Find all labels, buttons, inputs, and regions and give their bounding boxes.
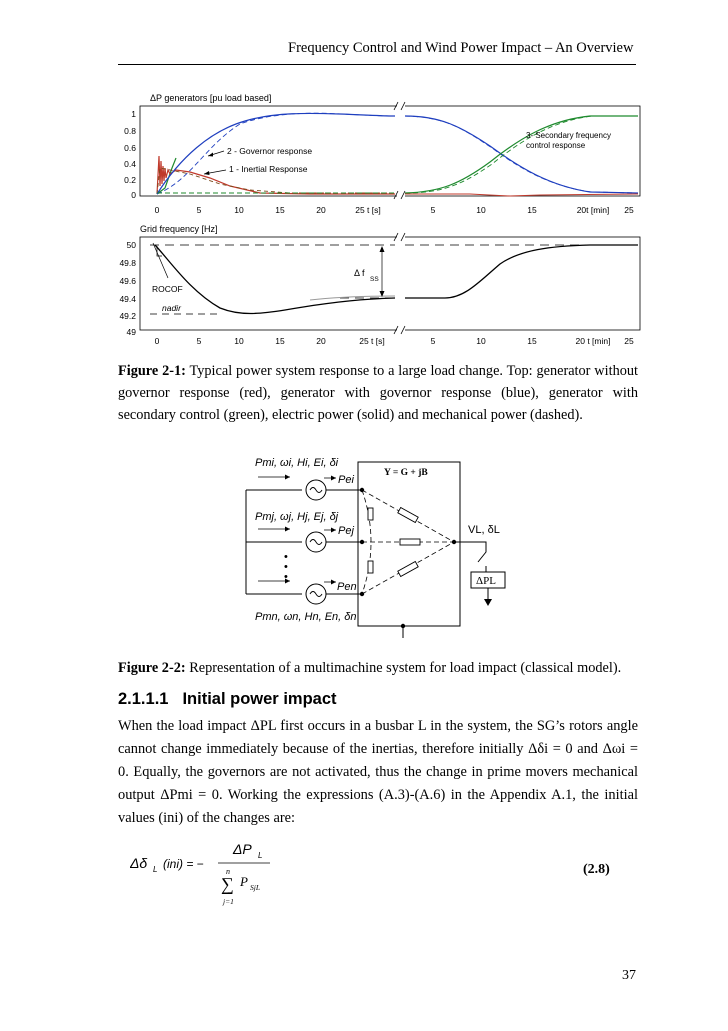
pei-label: Pei: [338, 474, 354, 486]
eq-sum-top: n: [226, 867, 230, 876]
top-y-tick: 1: [131, 109, 136, 119]
governor-decay-curve: [405, 116, 638, 193]
ellipsis-dot: •: [284, 551, 288, 563]
top-x-tick: 20: [316, 205, 326, 215]
top-y-tick: 0.2: [124, 175, 136, 185]
section-heading: [118, 690, 351, 709]
caption-text: Representation of a multimachine system for load impact (classical model).: [185, 660, 622, 676]
bottom-y-tick: 49.4: [119, 294, 136, 304]
pej-label: Pej: [338, 525, 354, 537]
top-y-tick: 0.4: [124, 159, 136, 169]
bottom-y-tick: 50: [126, 240, 136, 250]
series-admittance: [398, 562, 418, 577]
load-switch: [454, 542, 486, 576]
top-plot-frame: [140, 106, 640, 196]
eq-numerator: ΔP: [233, 841, 252, 857]
bus-label: VL, δL: [468, 524, 500, 536]
gen-j-params: Pmj, ωj, Hj, Ej, δj: [255, 511, 339, 523]
page-number: 37: [622, 968, 636, 983]
eq-lhs-arg: (ini) = −: [163, 857, 204, 871]
bottom-x-tick: 25 t [s]: [359, 336, 385, 346]
top-x-tick: 15: [527, 205, 537, 215]
inertial-label: 1 - Inertial Response: [229, 164, 308, 174]
top-x-tick: 5: [430, 205, 436, 215]
top-axis-break: [397, 103, 405, 199]
bottom-x-tick: 25: [624, 336, 634, 346]
body-paragraph: When the load impact ΔPL first occurs in a busbar L in the system, the SG’s rotors angle cannot change immediately because of the inertias, therefore initially Δδi = 0 and Δωi = 0. Equally, the governors are not activated, thus the change in prime movers mechanical output ΔPmi = 0. Working the expressions (A.3)-(A.6) in the Appendix A.1, the initial values (ini) of the changes are:: [118, 718, 638, 826]
delta-f-subscript: SS: [370, 276, 379, 283]
junction-dot: [360, 540, 364, 544]
equation-number: (2.8): [583, 862, 610, 877]
gen-i-params: Pmi, ωi, Hi, Ei, δi: [255, 457, 339, 469]
figure-2-2-caption: [118, 657, 638, 679]
junction-dot: [360, 592, 364, 596]
series-admittance: [400, 539, 420, 545]
nadir-label: nadir: [162, 303, 181, 313]
bottom-x-tick: 15: [527, 336, 537, 346]
caption-label: Figure 2-1:: [118, 363, 186, 379]
network-label: Y = G + jB: [384, 468, 428, 478]
secondary-mechanical-curve: [405, 116, 638, 193]
bottom-x-tick: 10: [234, 336, 244, 346]
ellipsis-dot: •: [284, 571, 288, 583]
bottom-x-tick: 5: [430, 336, 436, 346]
governor-arrowhead: [208, 153, 213, 157]
load-arrowhead: [484, 599, 492, 606]
top-x-tick: 5: [196, 205, 202, 215]
shunt-admittance: [368, 561, 373, 573]
shunt-admittance: [368, 508, 373, 520]
figure-2-2: [240, 448, 522, 648]
bottom-x-tick: 5: [196, 336, 202, 346]
top-y-tick: 0.6: [124, 143, 136, 153]
generator-rail: [246, 490, 302, 594]
sum-symbol: ∑: [221, 874, 234, 894]
bottom-x-tick: 10: [476, 336, 486, 346]
secondary-label-line2: control response: [526, 141, 586, 150]
top-x-tick: 20t [min]: [576, 205, 610, 215]
inertial-arrowhead: [204, 171, 210, 175]
eq-lhs: Δδ: [130, 855, 148, 871]
bottom-y-tick: 49.2: [119, 311, 136, 321]
top-x-tick: 10: [234, 205, 244, 215]
ellipsis-dot: •: [284, 561, 288, 573]
top-y-tick: 0: [131, 190, 136, 200]
section-title: Initial power impact: [182, 690, 337, 708]
bottom-x-tick: 15: [275, 336, 285, 346]
eq-denominator-sub: SjL: [250, 883, 261, 892]
load-label: ΔPL: [476, 575, 496, 587]
caption-text: Typical power system response to a large load change. Top: generator without governor response (red), generator with governor response (blue), generator with secondary control (green), electric power (solid) and mechanical power (dashed).: [118, 363, 638, 423]
equation-2-8: [130, 832, 290, 910]
bottom-x-tick: 20: [316, 336, 326, 346]
top-x-tick: 25 t [s]: [355, 205, 381, 215]
top-x-tick: 15: [275, 205, 285, 215]
gen-n-params: Pmn, ωn, Hn, En, δn: [255, 611, 357, 623]
figure-2-1: [110, 86, 650, 351]
bottom-plot-title: Grid frequency [Hz]: [140, 224, 218, 234]
bottom-axis-break: [397, 234, 405, 333]
bottom-y-ticks: [119, 240, 136, 337]
top-x-tick: 0: [154, 205, 160, 215]
eq-numerator-sub: L: [258, 851, 263, 860]
top-y-tick: 0.8: [124, 126, 136, 136]
header-rule: [118, 64, 636, 65]
frequency-curve-right: [405, 245, 638, 298]
rocof-label: ROCOF: [152, 284, 183, 294]
eq-lhs-sub: L: [153, 865, 158, 874]
eq-denominator: P: [240, 874, 248, 889]
figure-2-1-caption: [118, 360, 638, 426]
bottom-x-tick: 0: [154, 336, 160, 346]
eq-sum-bottom: j=1: [223, 897, 234, 906]
bottom-x-ticks: [155, 336, 634, 346]
section-number: 2.1.1.1: [118, 690, 169, 708]
series-admittance: [398, 508, 418, 523]
secondary-label-line1: 3- Secondary frequency: [526, 131, 611, 140]
generator-lines: [326, 490, 362, 594]
bottom-plot-frame: [140, 237, 640, 330]
delta-f-label: Δ f: [354, 268, 365, 278]
junction-dot: [360, 488, 364, 492]
secondary-response-curve: [405, 116, 638, 193]
frequency-curve-left: [155, 245, 395, 314]
bottom-x-tick: 20 t [min]: [575, 336, 611, 346]
top-x-ticks: [155, 205, 634, 215]
bottom-y-tick: 49.8: [119, 258, 136, 268]
pen-label: Pen: [337, 581, 357, 593]
rocof-tangent: [153, 243, 168, 278]
running-header: Frequency Control and Wind Power Impact – An Overview: [288, 40, 634, 56]
top-y-ticks: [124, 109, 136, 200]
top-x-tick: 10: [476, 205, 486, 215]
top-x-tick: 25: [624, 205, 634, 215]
governor-decay-mechanical: [405, 116, 638, 193]
bottom-y-tick: 49: [126, 327, 136, 337]
governor-label: 2 - Governor response: [227, 146, 313, 156]
bottom-y-tick: 49.6: [119, 276, 136, 286]
caption-label: Figure 2-2:: [118, 660, 186, 676]
top-plot-title: ΔP generators [pu load based]: [150, 93, 272, 103]
